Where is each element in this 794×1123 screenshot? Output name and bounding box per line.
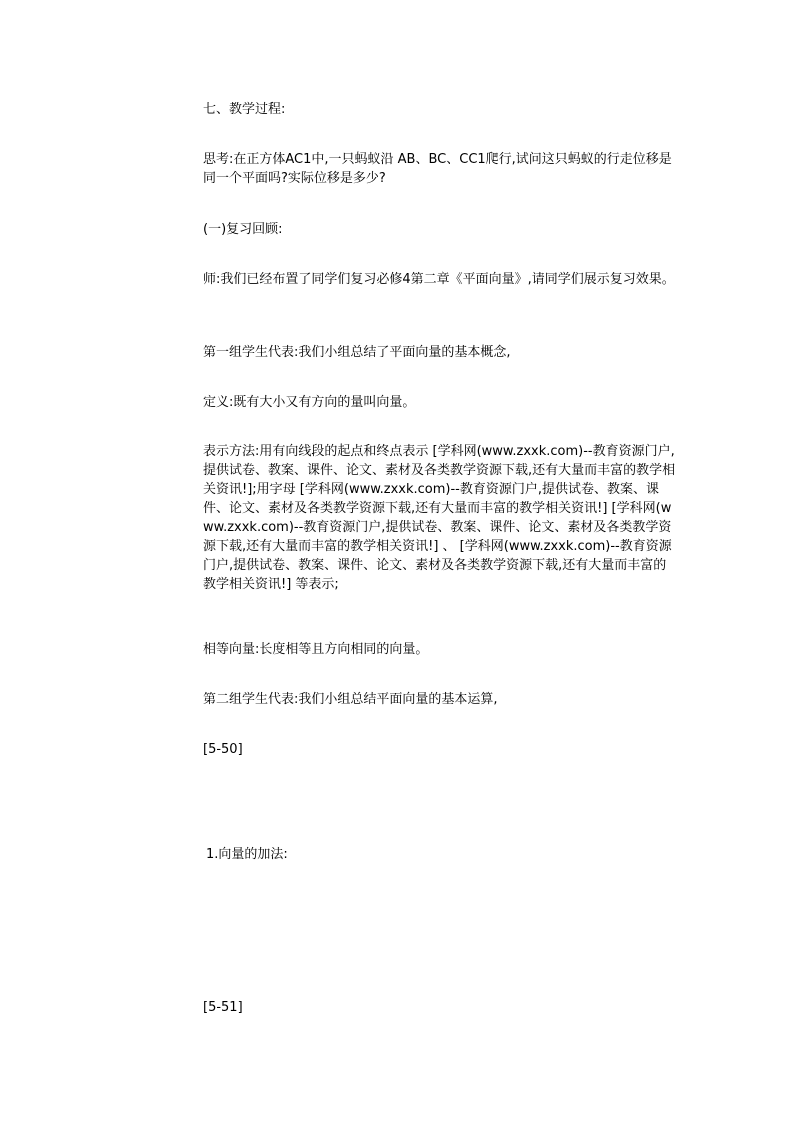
vector-addition-heading: 1.向量的加法: — [206, 847, 288, 862]
review-heading: (一)复习回顾: — [203, 222, 283, 237]
section-title: 七、教学过程: — [203, 102, 286, 117]
equal-vectors-text: 相等向量:长度相等且方向相同的向量。 — [203, 642, 429, 657]
representation-text: 表示方法:用有向线段的起点和终点表示 [学科网(www.zxxk.com)--教育资源门户,提供试卷、教案、课件、论文、素材及各类教学资源下载,还有大量而丰富的教学相关资讯!];用字母 [学科网(www.zxxk.com)--教育资源门户,提供试卷、教案、课件、论文、素材及各类教学资源下载,还有大量而丰富的教学相关资讯!] [学科网(www.zxxk.com)--教育资源门户,提供试卷、教案、课件、论文、素材及各类教学资源下载,还有大量而丰富的教学相关资讯!] 、 [学科网(www.zxxk.com)--教育资源门户,提供试卷、教案、课件、论文、素材及各类教学资源下载,还有大量而丰富的教学相关资讯!] 等表示; — [203, 444, 676, 592]
teacher-statement: 师:我们已经布置了同学们复习必修4第二章《平面向量》,请同学们展示复习效果。 — [203, 272, 675, 287]
group2-statement: 第二组学生代表:我们小组总结平面向量的基本运算, — [203, 692, 498, 707]
figure-label-5-50: [5-50] — [203, 742, 243, 757]
figure-label-5-51: [5-51] — [203, 1000, 243, 1015]
think-question: 思考:在正方体AC1中,一只蚂蚁沿 AB、BC、CC1爬行,试问这只蚂蚁的行走位移是同一个平面吗?实际位移是多少? — [203, 152, 672, 186]
definition-text: 定义:既有大小又有方向的量叫向量。 — [203, 395, 416, 410]
group1-statement: 第一组学生代表:我们小组总结了平面向量的基本概念, — [203, 345, 511, 360]
